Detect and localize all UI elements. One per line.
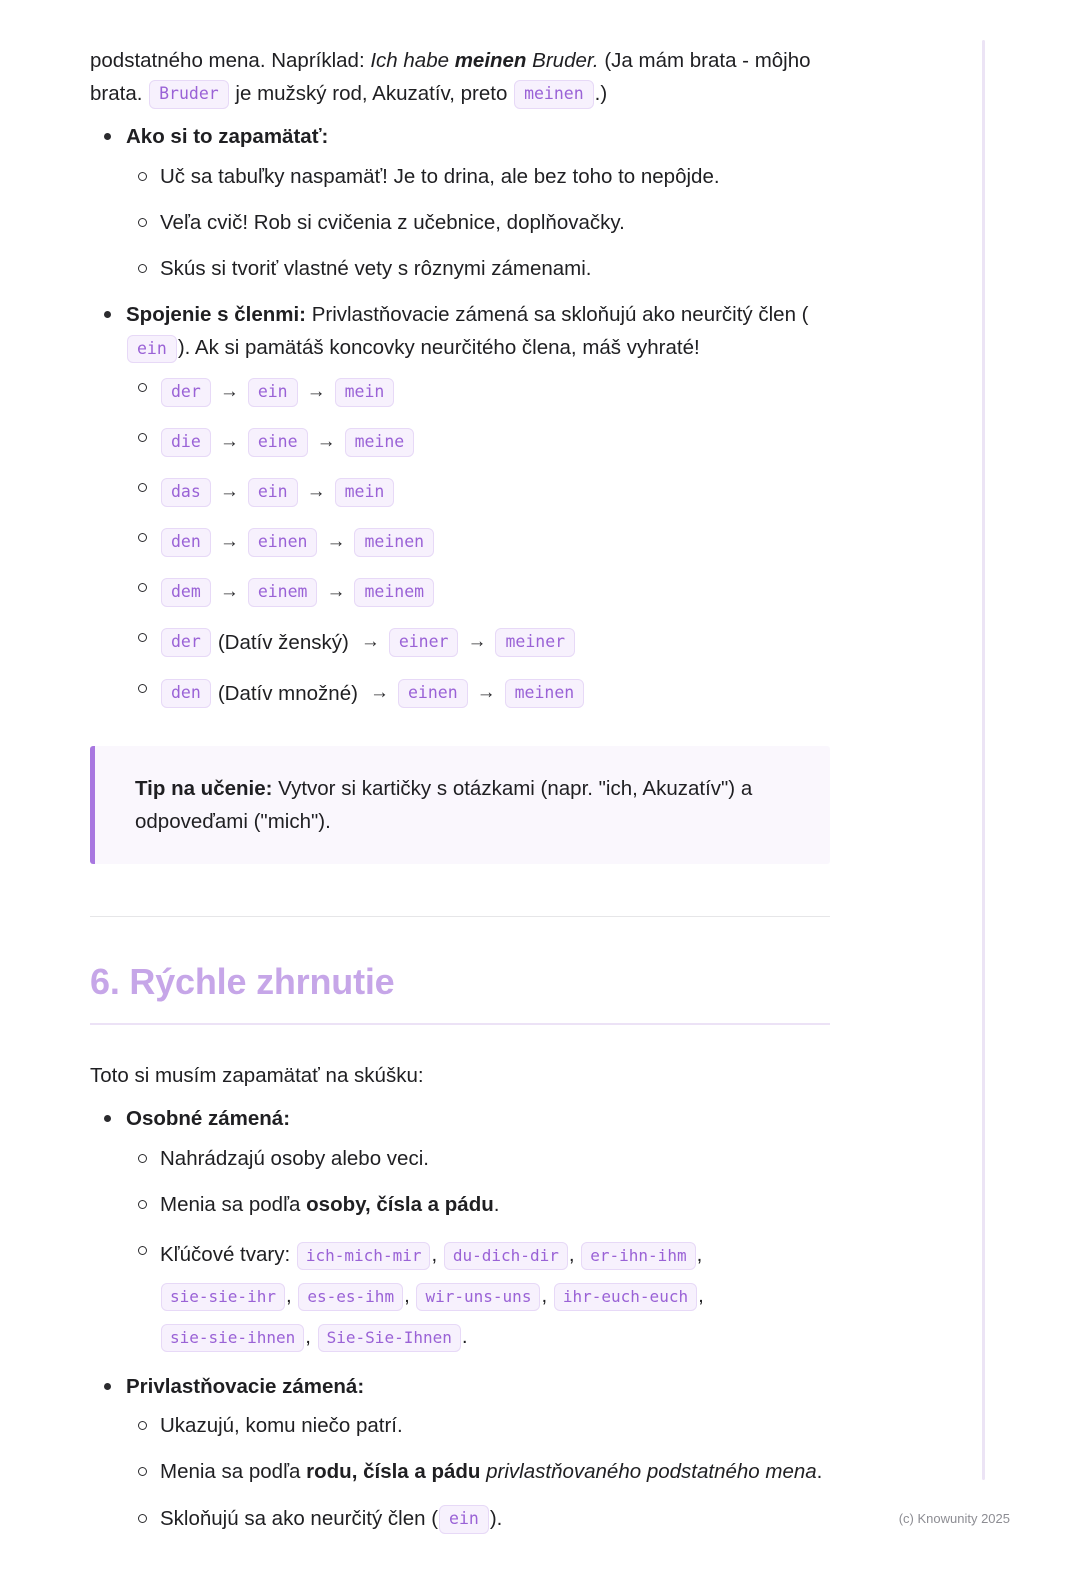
- arrow-icon: →: [219, 531, 239, 553]
- form-chip-5: wir-uns-uns: [416, 1283, 540, 1311]
- list-item-personal-pronouns: [90, 1102, 830, 1357]
- possessive-item-2-bold: rodu, čísla a pádu: [306, 1460, 481, 1484]
- list-item: [126, 1409, 830, 1442]
- possessive-item-3-post: ).: [489, 1506, 503, 1530]
- personal-item-2-pre: Menia sa podľa: [160, 1192, 307, 1216]
- list-item: [126, 571, 830, 612]
- chain-5-a: der: [161, 628, 211, 657]
- arrow-icon: →: [219, 381, 239, 403]
- arrow-icon: →: [219, 481, 239, 503]
- chain-1-c: meine: [345, 428, 415, 457]
- personal-item-2-post: .: [493, 1192, 500, 1216]
- list-item: Kľúčové tvary: ich-mich-mir , du-dich-dir , er-ihn-ihm , sie-sie-ihr , es-es-ihm , wir-uns-uns , ihr-euch-euch , sie-sie-ihnen , Sie-Sie-Ihnen .: [126, 1234, 830, 1357]
- possessive-item-2-italic: privlastňovaného podstatného mena: [480, 1460, 817, 1484]
- intro-italic-2: Bruder.: [526, 49, 599, 72]
- arrow-icon: →: [316, 431, 336, 453]
- section-underline: [90, 1023, 830, 1025]
- list-item: [126, 371, 830, 412]
- chain-0-b: ein: [248, 378, 298, 407]
- tip-body: Vytvor si kartičky s otázkami (napr. "ich, Akuzatív") a odpoveďami ("mich").: [135, 776, 753, 833]
- personal-item-3-post: .: [461, 1325, 468, 1348]
- chain-6-c: meinen: [505, 679, 585, 708]
- chain-1-a: die: [161, 428, 211, 457]
- remember-item-1: Veľa cvič! Rob si cvičenia z učebnice, doplňovačky.: [160, 210, 625, 234]
- list-item: [126, 252, 830, 285]
- code-chip-meinen: meinen: [514, 80, 594, 109]
- intro-italic-1: Ich habe: [370, 49, 455, 72]
- tip-callout: [90, 746, 830, 864]
- arrow-icon: →: [467, 631, 487, 653]
- chain-4-b: einem: [248, 578, 318, 607]
- code-chip-bruder: Bruder: [149, 80, 229, 109]
- chain-6-a: den: [161, 679, 211, 708]
- list-item: [126, 621, 830, 663]
- list-item: [126, 471, 830, 512]
- possessive-heading: Privlastňovacie zámená:: [126, 1375, 365, 1398]
- chain-5-b: einer: [389, 628, 459, 657]
- section-title: 6. Rýchle zhrnutie: [90, 961, 395, 1003]
- chain-2-a: das: [161, 478, 211, 507]
- main-bullet-list: [90, 120, 830, 713]
- arrow-icon: →: [306, 381, 326, 403]
- code-chip-ein-2: ein: [439, 1505, 489, 1534]
- form-chip-6: ihr-euch-euch: [554, 1283, 697, 1311]
- chain-5-c: meiner: [495, 628, 575, 657]
- copyright-footer: (c) Knowunity 2025: [898, 1510, 1010, 1526]
- chain-3-b: einen: [248, 528, 318, 557]
- articles-heading: Spojenie s členmi:: [126, 303, 306, 327]
- list-item: [126, 672, 830, 714]
- arrow-icon: →: [326, 581, 346, 603]
- chain-6-label: (Datív množné): [217, 681, 358, 705]
- summary-bullet-list: [90, 1102, 830, 1534]
- form-chip-4: es-es-ihm: [298, 1283, 403, 1311]
- intro-text-1: podstatného mena. Napríklad:: [90, 49, 371, 72]
- divider: [90, 916, 830, 917]
- list-item: [126, 1455, 830, 1488]
- list-item-possessive-pronouns: [90, 1370, 830, 1535]
- intro-text-4: .): [594, 82, 608, 106]
- chain-0-a: der: [161, 378, 211, 407]
- code-chip-ein: ein: [127, 335, 177, 364]
- list-item: [126, 1502, 830, 1535]
- tip-label: Tip na učenie:: [135, 776, 273, 800]
- form-chip-7: sie-sie-ihnen: [161, 1324, 304, 1352]
- form-chip-2: er-ihn-ihm: [581, 1242, 695, 1270]
- arrow-icon: →: [360, 631, 380, 653]
- possessive-item-2-pre: Menia sa podľa: [160, 1460, 307, 1484]
- arrow-icon: →: [369, 682, 389, 704]
- chain-5-label: (Datív ženský): [217, 630, 349, 654]
- articles-chain-list: [126, 371, 830, 714]
- articles-text-1: Privlastňovacie zámená sa skloňujú ako neurčitý člen (: [306, 303, 809, 327]
- list-item: [126, 421, 830, 462]
- form-chip-1: du-dich-dir: [444, 1242, 568, 1270]
- personal-item-3-pre: Kľúčové tvary:: [160, 1243, 296, 1266]
- personal-sublist: [126, 1142, 830, 1357]
- chain-0-c: mein: [335, 378, 395, 407]
- summary-lead: Toto si musím zapamätať na skúšku:: [90, 1064, 424, 1088]
- form-chip-8: Sie-Sie-Ihnen: [318, 1324, 461, 1352]
- list-item: [126, 521, 830, 562]
- chain-2-c: mein: [335, 478, 395, 507]
- intro-text-3: je mužský rod, Akuzatív, preto: [229, 82, 514, 106]
- tip-text: [135, 772, 800, 838]
- possessive-item-2-post: .: [816, 1460, 823, 1484]
- possessive-item-1: Ukazujú, komu niečo patrí.: [160, 1414, 403, 1438]
- personal-item-1: Nahrádzajú osoby alebo veci.: [160, 1146, 429, 1170]
- articles-text-2: ). Ak si pamätáš koncovky neurčitého člena, máš vyhraté!: [177, 336, 700, 360]
- arrow-icon: →: [219, 431, 239, 453]
- arrow-icon: →: [476, 682, 496, 704]
- personal-item-2-bold: osoby, čísla a pádu: [306, 1192, 494, 1216]
- intro-bold-italic: meinen: [454, 49, 527, 72]
- arrow-icon: →: [326, 531, 346, 553]
- chain-3-c: meinen: [354, 528, 434, 557]
- possessive-item-3-pre: Skloňujú sa ako neurčitý člen (: [160, 1506, 439, 1530]
- chain-1-b: eine: [248, 428, 308, 457]
- form-chip-0: ich-mich-mir: [297, 1242, 431, 1270]
- list-item-articles: [90, 298, 830, 714]
- intro-text-2: (Ja mám brata - môjho brata.: [90, 49, 811, 106]
- arrow-icon: →: [306, 481, 326, 503]
- scrollbar-track[interactable]: [982, 40, 985, 1480]
- list-item: [126, 160, 830, 193]
- arrow-icon: →: [219, 581, 239, 603]
- list-item: [126, 1142, 830, 1175]
- chain-4-c: meinem: [354, 578, 434, 607]
- possessive-sublist: [126, 1409, 830, 1535]
- chain-3-a: den: [161, 528, 211, 557]
- form-chip-3: sie-sie-ihr: [161, 1283, 285, 1311]
- chain-2-b: ein: [248, 478, 298, 507]
- list-item-remember: [90, 120, 830, 285]
- list-item: [126, 1188, 830, 1221]
- chain-4-a: dem: [161, 578, 211, 607]
- intro-paragraph: [90, 44, 830, 110]
- remember-heading: Ako si to zapamätať:: [126, 125, 329, 149]
- remember-sublist: [126, 160, 830, 286]
- personal-heading: Osobné zámená:: [126, 1107, 291, 1131]
- chain-6-b: einen: [398, 679, 468, 708]
- remember-item-0: Uč sa tabuľky naspamäť! Je to drina, ale bez toho to nepôjde.: [160, 164, 720, 188]
- remember-item-2: Skús si tvoriť vlastné vety s rôznymi zámenami.: [160, 257, 592, 281]
- list-item: [126, 206, 830, 239]
